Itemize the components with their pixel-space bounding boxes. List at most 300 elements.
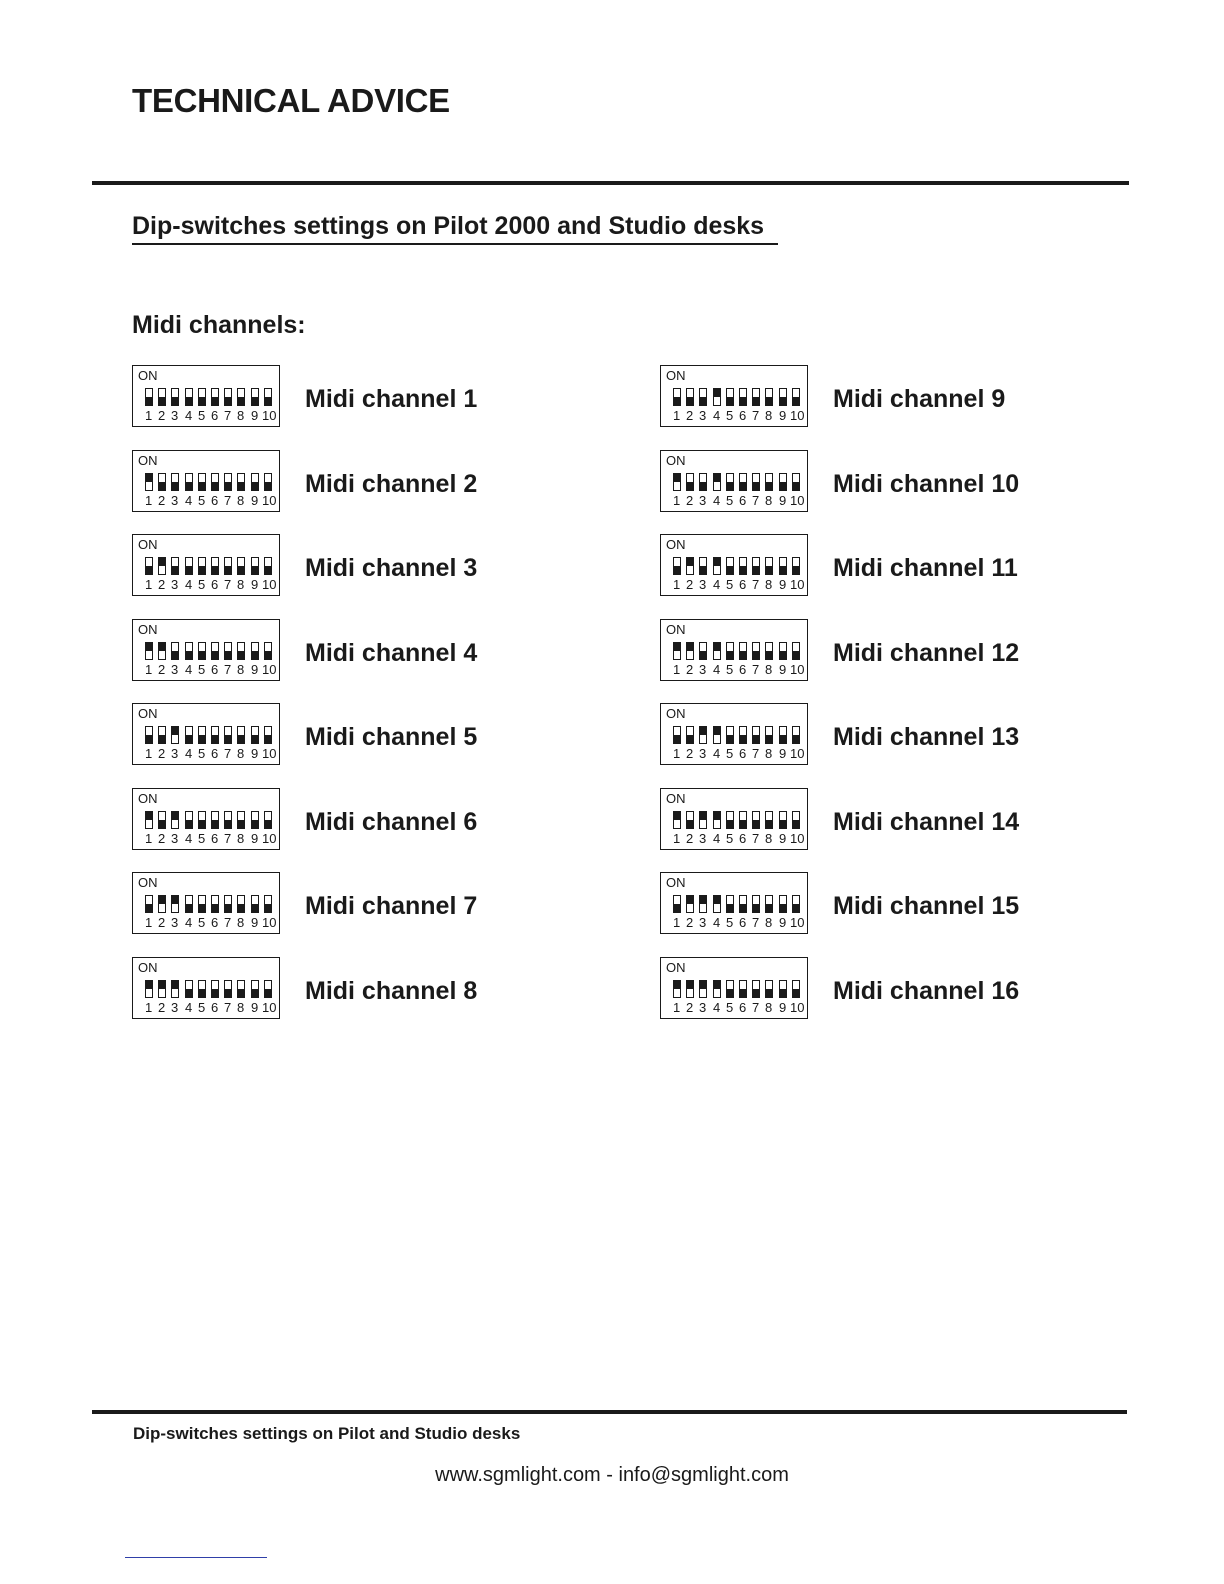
dip-switch <box>713 473 721 491</box>
dip-switch-knob <box>740 566 746 574</box>
dip-switch-knob <box>199 482 205 490</box>
dip-switch-knob <box>238 482 244 490</box>
dip-switch-knob <box>714 981 720 989</box>
dip-switch-number: 6 <box>211 408 219 423</box>
dip-switch-number: 7 <box>752 831 760 846</box>
dip-switch-knob <box>780 904 786 912</box>
dip-switch-number: 4 <box>185 915 193 930</box>
dip-switch-number: 1 <box>673 493 681 508</box>
dip-switch <box>713 980 721 998</box>
dip-switch-number: 6 <box>739 831 747 846</box>
dip-switch <box>198 811 206 829</box>
dip-switch-number: 9 <box>251 577 259 592</box>
dip-switch <box>145 980 153 998</box>
dip-switch-knob <box>225 735 231 743</box>
dip-switch <box>739 388 747 406</box>
dip-switch <box>171 642 179 660</box>
dip-switch <box>224 473 232 491</box>
dip-switch-number: 6 <box>211 1000 219 1015</box>
dip-switch-number: 10 <box>790 746 805 761</box>
midi-channel-label: Midi channel 1 <box>305 385 478 413</box>
dip-switch-number: 2 <box>686 831 694 846</box>
dip-switch-knob <box>186 397 192 405</box>
dip-switch <box>686 980 694 998</box>
dip-switch <box>237 642 245 660</box>
dip-on-label: ON <box>666 622 686 637</box>
midi-channel-label: Midi channel 2 <box>305 470 478 498</box>
dip-switch-number: 6 <box>739 662 747 677</box>
dip-switch <box>752 726 760 744</box>
dip-switch <box>673 980 681 998</box>
dip-switch <box>171 980 179 998</box>
dip-switch-number: 10 <box>262 662 277 677</box>
dip-switch <box>264 642 272 660</box>
dip-switch-knob <box>674 735 680 743</box>
midi-channel-label: Midi channel 8 <box>305 977 478 1005</box>
dip-switch-knob <box>199 397 205 405</box>
dip-switch-knob <box>186 482 192 490</box>
dip-switch <box>779 811 787 829</box>
dip-switch-knob <box>793 820 799 828</box>
dip-switch-number: 3 <box>699 408 707 423</box>
dip-switch-number: 6 <box>739 408 747 423</box>
dip-switch-number: 6 <box>211 493 219 508</box>
midi-channel-row <box>132 872 552 938</box>
midi-channel-label: Midi channel 15 <box>833 892 1020 920</box>
dip-switch-number: 8 <box>237 577 245 592</box>
dip-switch <box>699 726 707 744</box>
dip-switch-number: 2 <box>686 915 694 930</box>
dip-switch-knob <box>780 651 786 659</box>
dip-switch-number: 3 <box>699 577 707 592</box>
dip-switch-number: 1 <box>673 1000 681 1015</box>
dip-switch <box>211 726 219 744</box>
dip-switch-number: 9 <box>251 746 259 761</box>
dip-switch-number: 4 <box>713 577 721 592</box>
dip-switch <box>145 557 153 575</box>
dip-switch-number: 9 <box>251 408 259 423</box>
dip-switch <box>792 642 800 660</box>
dip-switch-number: 2 <box>158 831 166 846</box>
dip-switch-number: 10 <box>262 577 277 592</box>
dip-switch <box>792 473 800 491</box>
dip-switch-knob <box>727 735 733 743</box>
dip-switch-number: 9 <box>251 1000 259 1015</box>
dip-switch-number: 5 <box>198 915 206 930</box>
dip-switch <box>673 726 681 744</box>
dip-switch <box>686 473 694 491</box>
dip-switch-knob <box>753 397 759 405</box>
dip-switch-number: 9 <box>251 493 259 508</box>
dip-switch-knob <box>714 389 720 397</box>
dip-switch <box>251 726 259 744</box>
dip-switch <box>739 895 747 913</box>
midi-channel-label: Midi channel 7 <box>305 892 478 920</box>
dip-switch-number: 6 <box>211 746 219 761</box>
dip-switch-number: 9 <box>779 408 787 423</box>
dip-switch <box>752 895 760 913</box>
dip-on-label: ON <box>138 875 158 890</box>
dip-switch-knob <box>199 566 205 574</box>
dip-switch <box>699 473 707 491</box>
dip-switch-knob <box>212 651 218 659</box>
dip-switch-knob <box>740 397 746 405</box>
midi-channel-label: Midi channel 5 <box>305 723 478 751</box>
dip-switch-knob <box>199 735 205 743</box>
dip-switch <box>251 388 259 406</box>
dip-switch-knob <box>159 397 165 405</box>
dip-switch-number: 5 <box>198 408 206 423</box>
dip-switch <box>224 811 232 829</box>
dip-switch-knob <box>780 482 786 490</box>
dip-switch-number: 7 <box>224 408 232 423</box>
dip-switch-knob <box>265 482 271 490</box>
dip-on-label: ON <box>666 875 686 890</box>
dip-switch-knob <box>252 735 258 743</box>
midi-channel-label: Midi channel 12 <box>833 639 1020 667</box>
dip-switch <box>713 388 721 406</box>
dip-switch-number: 1 <box>145 1000 153 1015</box>
dip-switch-knob <box>700 566 706 574</box>
dip-switch-number: 4 <box>713 746 721 761</box>
dip-switch-number: 4 <box>185 1000 193 1015</box>
dip-switch <box>673 557 681 575</box>
midi-channel-label: Midi channel 13 <box>833 723 1020 751</box>
dip-switch-number: 10 <box>790 831 805 846</box>
dip-switch-knob <box>700 812 706 820</box>
dip-switch-knob <box>793 651 799 659</box>
dip-switch-block <box>660 872 808 934</box>
dip-switch <box>699 388 707 406</box>
dip-switch <box>224 642 232 660</box>
dip-switch <box>726 473 734 491</box>
dip-switch <box>224 557 232 575</box>
dip-switch <box>211 642 219 660</box>
dip-switch <box>211 811 219 829</box>
midi-channel-row <box>660 872 1080 938</box>
dip-switch <box>171 473 179 491</box>
midi-channel-row <box>132 703 552 769</box>
dip-switch-knob <box>674 981 680 989</box>
dip-switch-knob <box>766 904 772 912</box>
dip-switch-number: 10 <box>790 915 805 930</box>
dip-switch-number: 7 <box>224 662 232 677</box>
dip-switch-number: 10 <box>790 1000 805 1015</box>
dip-switch-knob <box>252 566 258 574</box>
dip-switch-number: 6 <box>211 915 219 930</box>
dip-switch-knob <box>186 651 192 659</box>
dip-switch-number: 5 <box>726 493 734 508</box>
dip-switch <box>792 726 800 744</box>
dip-switch-knob <box>238 904 244 912</box>
dip-switch-number: 2 <box>158 1000 166 1015</box>
dip-on-label: ON <box>138 368 158 383</box>
dip-switch-number: 3 <box>171 831 179 846</box>
dip-switch-number: 7 <box>224 577 232 592</box>
dip-switch <box>686 557 694 575</box>
dip-switch <box>251 642 259 660</box>
dip-switch-number: 7 <box>752 408 760 423</box>
dip-switch-knob <box>714 812 720 820</box>
dip-switch <box>264 895 272 913</box>
dip-switch-knob <box>714 896 720 904</box>
dip-switch-number: 4 <box>713 915 721 930</box>
dip-switch-knob <box>146 981 152 989</box>
dip-switch-knob <box>687 896 693 904</box>
dip-switch-knob <box>740 820 746 828</box>
dip-switch-knob <box>780 989 786 997</box>
dip-switch-knob <box>225 651 231 659</box>
dip-switch-knob <box>146 812 152 820</box>
dip-switch-knob <box>172 727 178 735</box>
dip-switch-number: 5 <box>726 408 734 423</box>
dip-switch-knob <box>740 989 746 997</box>
dip-switch-number: 1 <box>145 408 153 423</box>
dip-switch-knob <box>225 904 231 912</box>
dip-switch-knob <box>687 981 693 989</box>
header-divider <box>92 181 1129 185</box>
dip-switch <box>145 811 153 829</box>
dip-switch-number: 7 <box>224 831 232 846</box>
dip-switch-knob <box>687 820 693 828</box>
dip-switch <box>264 557 272 575</box>
dip-switch-knob <box>238 820 244 828</box>
dip-switch <box>185 980 193 998</box>
dip-switch-number: 10 <box>790 662 805 677</box>
dip-switch-block <box>132 957 280 1019</box>
dip-switch-knob <box>172 482 178 490</box>
dip-switch-knob <box>172 651 178 659</box>
dip-switch-knob <box>727 566 733 574</box>
dip-switch <box>198 980 206 998</box>
dip-on-label: ON <box>138 960 158 975</box>
dip-switch <box>224 726 232 744</box>
dip-switch <box>224 388 232 406</box>
dip-switch-knob <box>159 820 165 828</box>
dip-switch-number: 5 <box>198 493 206 508</box>
dip-switch-knob <box>212 397 218 405</box>
dip-switch-number: 4 <box>713 493 721 508</box>
dip-switch <box>765 473 773 491</box>
dip-switch-knob <box>700 397 706 405</box>
dip-switch-number: 9 <box>251 662 259 677</box>
dip-switch <box>237 811 245 829</box>
dip-switch-number: 9 <box>779 577 787 592</box>
dip-switch <box>792 557 800 575</box>
dip-switch-knob <box>674 397 680 405</box>
dip-switch-number: 3 <box>171 408 179 423</box>
dip-switch <box>171 557 179 575</box>
dip-switch <box>158 811 166 829</box>
dip-switch-number: 8 <box>237 662 245 677</box>
dip-switch <box>158 473 166 491</box>
dip-switch <box>779 473 787 491</box>
dip-switch <box>792 980 800 998</box>
dip-switch-knob <box>252 397 258 405</box>
dip-switch-knob <box>766 397 772 405</box>
dip-switch-knob <box>780 397 786 405</box>
dip-switch <box>171 895 179 913</box>
dip-switch-number: 6 <box>739 915 747 930</box>
dip-switch-knob <box>700 727 706 735</box>
dip-switch-knob <box>714 558 720 566</box>
dip-switch <box>198 642 206 660</box>
midi-channel-row <box>132 450 552 516</box>
dip-switch-number: 7 <box>752 1000 760 1015</box>
dip-switch <box>185 895 193 913</box>
dip-switch <box>726 980 734 998</box>
dip-switch-number: 3 <box>699 493 707 508</box>
dip-switch <box>726 642 734 660</box>
dip-switch-knob <box>714 643 720 651</box>
dip-switch-number: 3 <box>699 915 707 930</box>
dip-switch <box>752 473 760 491</box>
dip-switch-number: 1 <box>673 577 681 592</box>
dip-switch <box>158 980 166 998</box>
midi-channel-label: Midi channel 6 <box>305 808 478 836</box>
dip-switch-number: 5 <box>198 831 206 846</box>
dip-switch-knob <box>766 820 772 828</box>
dip-switch-knob <box>740 482 746 490</box>
dip-switch-knob <box>687 643 693 651</box>
dip-switch-knob <box>766 651 772 659</box>
dip-switch-number: 9 <box>779 831 787 846</box>
dip-switch-number: 1 <box>673 746 681 761</box>
dip-switch <box>224 895 232 913</box>
dip-switch <box>765 980 773 998</box>
dip-switch-knob <box>212 904 218 912</box>
dip-switch-number: 6 <box>739 493 747 508</box>
dip-switch <box>237 388 245 406</box>
dip-on-label: ON <box>666 706 686 721</box>
dip-switch-knob <box>700 482 706 490</box>
footer-accent-line <box>125 1557 267 1558</box>
dip-switch-knob <box>186 566 192 574</box>
dip-switch-knob <box>159 981 165 989</box>
dip-switch-number: 1 <box>673 408 681 423</box>
dip-switch-number: 2 <box>158 577 166 592</box>
dip-switch-knob <box>265 904 271 912</box>
dip-switch-knob <box>225 989 231 997</box>
dip-switch <box>211 895 219 913</box>
dip-switch-number: 8 <box>765 831 773 846</box>
dip-switch-knob <box>687 735 693 743</box>
dip-switch-knob <box>212 989 218 997</box>
dip-switch-number: 4 <box>713 408 721 423</box>
dip-switch <box>264 388 272 406</box>
dip-switch-number: 8 <box>765 662 773 677</box>
dip-switch-knob <box>780 566 786 574</box>
dip-switch-number: 2 <box>686 493 694 508</box>
dip-switch <box>713 811 721 829</box>
dip-switch-knob <box>172 566 178 574</box>
dip-switch-knob <box>186 989 192 997</box>
dip-switch-number: 3 <box>171 662 179 677</box>
dip-switch-knob <box>700 981 706 989</box>
dip-switch-knob <box>727 904 733 912</box>
dip-switch-knob <box>674 474 680 482</box>
midi-channel-label: Midi channel 9 <box>833 385 1006 413</box>
midi-channel-label: Midi channel 16 <box>833 977 1020 1005</box>
dip-switch-knob <box>753 735 759 743</box>
dip-switch <box>686 388 694 406</box>
dip-switch <box>699 895 707 913</box>
dip-switch-number: 8 <box>765 1000 773 1015</box>
dip-switch-number: 3 <box>171 915 179 930</box>
dip-switch-number: 1 <box>145 915 153 930</box>
dip-switch-number: 3 <box>699 831 707 846</box>
dip-switch-number: 4 <box>185 831 193 846</box>
dip-switch-knob <box>252 904 258 912</box>
dip-switch <box>739 811 747 829</box>
dip-switch-knob <box>146 474 152 482</box>
dip-switch <box>673 388 681 406</box>
dip-switch-number: 1 <box>145 662 153 677</box>
dip-switch-number: 1 <box>145 746 153 761</box>
dip-switch-block <box>660 788 808 850</box>
dip-switch-block <box>660 957 808 1019</box>
dip-switch <box>264 811 272 829</box>
dip-switch <box>185 388 193 406</box>
dip-switch <box>713 726 721 744</box>
dip-switch-block <box>660 534 808 596</box>
dip-switch-knob <box>687 558 693 566</box>
dip-switch <box>198 473 206 491</box>
dip-switch-knob <box>146 904 152 912</box>
dip-switch-number: 9 <box>251 831 259 846</box>
dip-switch <box>739 980 747 998</box>
dip-switch-number: 8 <box>765 577 773 592</box>
dip-switch-knob <box>159 735 165 743</box>
dip-switch <box>765 726 773 744</box>
dip-switch-number: 2 <box>686 1000 694 1015</box>
dip-switch <box>185 726 193 744</box>
dip-switch <box>779 980 787 998</box>
midi-channel-row <box>660 957 1080 1023</box>
dip-switch-number: 2 <box>158 408 166 423</box>
dip-switch-number: 8 <box>765 746 773 761</box>
dip-switch <box>765 811 773 829</box>
dip-switch-knob <box>700 651 706 659</box>
dip-switch-knob <box>199 651 205 659</box>
dip-switch-block <box>132 703 280 765</box>
midi-channel-row <box>660 450 1080 516</box>
dip-switch-knob <box>780 735 786 743</box>
dip-switch-block <box>132 450 280 512</box>
dip-switch-number: 2 <box>686 746 694 761</box>
dip-switch-knob <box>727 482 733 490</box>
dip-switch-knob <box>172 896 178 904</box>
footer-contact: www.sgmlight.com - info@sgmlight.com <box>435 1464 789 1486</box>
dip-switch-number: 5 <box>198 1000 206 1015</box>
dip-switch <box>211 473 219 491</box>
dip-switch-knob <box>674 566 680 574</box>
dip-switch-number: 3 <box>699 746 707 761</box>
dip-switch-knob <box>265 820 271 828</box>
dip-switch-block <box>132 619 280 681</box>
dip-switch <box>779 557 787 575</box>
dip-switch-knob <box>252 820 258 828</box>
dip-switch-knob <box>753 904 759 912</box>
subsection-title: Midi channels: <box>132 311 306 339</box>
dip-switch-knob <box>146 643 152 651</box>
dip-switch <box>237 726 245 744</box>
dip-switch-number: 3 <box>699 662 707 677</box>
dip-switch-knob <box>714 474 720 482</box>
dip-switch <box>251 811 259 829</box>
dip-switch-number: 3 <box>171 493 179 508</box>
midi-channel-row <box>660 534 1080 600</box>
